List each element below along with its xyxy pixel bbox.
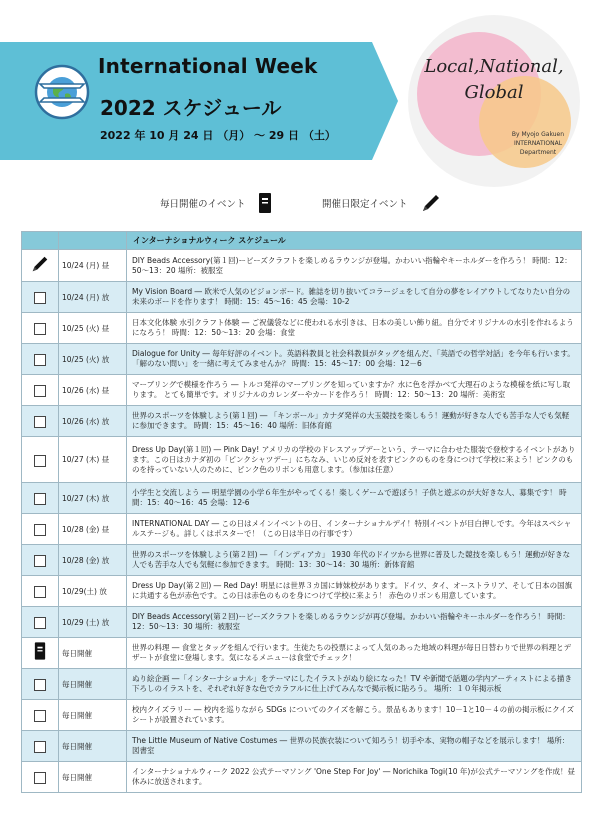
pencil-icon: [30, 254, 50, 274]
row-when: 10/29(土) 放: [59, 576, 127, 607]
badge-sub-line: Department: [519, 149, 557, 156]
row-mark-cell: [22, 545, 59, 576]
row-mark-cell: [22, 483, 59, 514]
row-checkbox[interactable]: [34, 455, 46, 467]
badge-line2: Global: [464, 82, 524, 103]
header-cell-empty: [59, 232, 127, 250]
table-row: [22, 576, 582, 607]
row-description: 世界のスポーツを体験しよう(第１回) ― 「キンボール」カナダ発祥の大玉競技を楽しもう！運動が好きな人でも苦手な人でも気軽に参加できます。 時間：15：45～16：40 場所：旧体育館: [127, 406, 582, 437]
row-when: 10/28 (金) 放: [59, 545, 127, 576]
row-mark-cell: [22, 576, 59, 607]
row-mark-cell: [22, 607, 59, 638]
row-checkbox[interactable]: [34, 385, 46, 397]
row-description: 小学生と交流しよう ― 明星学園の小学６年生がやってくる！楽しくゲームで遊ぼう！子供と遊ぶのが大好きな人、募集です！ 時間：15：40～16：45 会場：12-6: [127, 483, 582, 514]
legend-day-only-label: 開催日限定イベント: [322, 199, 408, 210]
legend-day-only: [322, 190, 442, 216]
schedule-body: [22, 250, 582, 793]
row-description: 世界の料理 ― 食堂とタッグを組んで行います。生徒たちの投票によって人気のあった地域の料理が毎日日替わりで世界の料理とデザートが食堂に登場します。気になるメニューは食堂でチェック！: [127, 638, 582, 669]
table-row: [22, 638, 582, 669]
row-mark-cell: [22, 638, 59, 669]
badge-sub-line: By Myojo Gakuen: [511, 131, 565, 138]
schedule-table: [21, 231, 582, 793]
row-description: DIY Beads Accessory(第２回)ービーズクラフトを楽しめるラウンジが再び登場。かわいい指輪やキーホルダーを作ろう！ 時間：12：50～13：30 場所：被服室: [127, 607, 582, 638]
badge-line1: Local,National,: [424, 56, 564, 77]
row-mark-cell: [22, 406, 59, 437]
table-header-row: [22, 232, 582, 250]
row-description: マーブリングで模様を作ろう ― トルコ発祥のマーブリングを知っていますか？水に色を浮かべて大理石のような模様を紙に写し取ります。 とても簡単です。オリジナルのカレンダーやカードを作ろう！ 時間：12：50～13：20 場所：美術室: [127, 375, 582, 406]
row-description: INTERNATIONAL DAY ― この日はメインイベントの日、インターナショナルデイ！特別イベントが目白押しです。今年はスペシャルステージも。詳しくはポスターで！（この日は半日の行事です）: [127, 514, 582, 545]
legend-daily-label: 毎日開催のイベント: [160, 199, 246, 210]
row-when: 10/27 (木) 昼: [59, 437, 127, 483]
row-when: 10/25 (火) 放: [59, 344, 127, 375]
row-description: インターナショナルウィーク 2022 公式テーマソング 'One Step For Joy' ― Norichika Togi(10 年)が公式テーマソングを作成！昼休みに放送されます。: [127, 762, 582, 793]
table-row: [22, 731, 582, 762]
row-checkbox[interactable]: [34, 555, 46, 567]
table-row: [22, 700, 582, 731]
badge-subtext: [498, 130, 578, 157]
title-line2: 2022 スケジュール: [100, 96, 282, 120]
row-when: 10/26 (水) 昼: [59, 375, 127, 406]
row-checkbox[interactable]: [34, 679, 46, 691]
row-description: 校内クイズラリー ― 校内を巡りながら SDGs についてのクイズを解こう。景品もあります！10－1と10－４の前の掲示板にクイズシートが設置されています。: [127, 700, 582, 731]
row-mark-cell: [22, 762, 59, 793]
table-row: [22, 514, 582, 545]
pencil-icon: [420, 192, 442, 214]
row-checkbox[interactable]: [34, 354, 46, 366]
legend-daily: [160, 190, 272, 216]
row-when: 毎日開催: [59, 638, 127, 669]
badge-sub-line: INTERNATIONAL: [513, 140, 563, 147]
table-row: [22, 313, 582, 344]
row-mark-cell: [22, 669, 59, 700]
row-when: 毎日開催: [59, 731, 127, 762]
row-description: Dress Up Day(第１回) ― Pink Day! アメリカの学校のドレスアップデーという、テーマに合わせた服装で登校するイベントがあります。この日はカナダ初の「ピンクシャツデー」にちなみ、いじめ反対を表すピンクのものを身につけて学校に来よう！ピンクのものを持っていない人のために、ピンク色のリボンも用意します。（参加は任意）: [127, 437, 582, 483]
table-row: [22, 762, 582, 793]
row-mark-cell: [22, 313, 59, 344]
row-when: 毎日開催: [59, 669, 127, 700]
row-checkbox[interactable]: [34, 416, 46, 428]
row-checkbox[interactable]: [34, 524, 46, 536]
book-icon: [258, 193, 272, 213]
row-description: ぬり絵企画 ―「インターナショナル」をテーマにしたイラストがぬり絵になった！TV や新聞で話題の学内アーティストによる描き下ろしのイラストを、それぞれ好きな色でカラフルに仕上げてみんなで掲示板に貼ろう。 場所：１０年掲示板: [127, 669, 582, 700]
row-description: The Little Museum of Native Costumes ― 世界の民族衣装について知ろう！切手や本、実物の帽子などを展示します！ 場所：図書室: [127, 731, 582, 762]
row-mark-cell: [22, 282, 59, 313]
row-description: 世界のスポーツを体験しよう(第２回) ― 「インディアカ」 1930 年代のドイツから世界に普及した競技を楽しもう！運動が好きな人でも苦手な人でも気軽に参加できます。 時間：13：30～14：30 場所：新体育館: [127, 545, 582, 576]
table-row: [22, 483, 582, 514]
row-mark-cell: [22, 250, 59, 282]
row-when: 10/24 (月) 放: [59, 282, 127, 313]
row-description: 日本文化体験 水引クラフト体験 ― ご祝儀袋などに使われる水引きは、日本の美しい飾り紐。自分でオリジナルの水引を作れるようになろう！ 時間：12：50～13：20 会場：食堂: [127, 313, 582, 344]
row-mark-cell: [22, 344, 59, 375]
row-checkbox[interactable]: [34, 586, 46, 598]
row-mark-cell: [22, 437, 59, 483]
row-when: 毎日開催: [59, 700, 127, 731]
row-when: 10/26 (水) 放: [59, 406, 127, 437]
row-description: Dress Up Day(第２回) ― Red Day! 明星には世界３カ国に姉妹校があります。ドイツ、タイ、オーストラリア、そして日本の国旗に共通する色が赤色です。この日は赤色のものを身につけて学校に来よう！ 赤色のリボンも用意しています。: [127, 576, 582, 607]
row-checkbox[interactable]: [34, 617, 46, 629]
row-mark-cell: [22, 700, 59, 731]
book-icon: [34, 642, 46, 660]
date-range: 2022 年 10 月 24 日 （月） ～ 29 日 （土）: [100, 129, 336, 142]
table-row: [22, 437, 582, 483]
row-description: DIY Beads Accessory(第１回)ービーズクラフトを楽しめるラウンジが登場。かわいい指輪やキーホルダーを作ろう！ 時間：12：50～13：20 場所：被服室: [127, 250, 582, 282]
title-line1: International Week: [98, 54, 318, 78]
row-checkbox[interactable]: [34, 741, 46, 753]
table-row: [22, 375, 582, 406]
row-mark-cell: [22, 731, 59, 762]
table-row: [22, 545, 582, 576]
table-row: [22, 344, 582, 375]
row-when: 10/27 (木) 放: [59, 483, 127, 514]
row-checkbox[interactable]: [34, 292, 46, 304]
row-mark-cell: [22, 375, 59, 406]
globe-logo-icon: [34, 64, 90, 120]
table-row: [22, 607, 582, 638]
row-when: 10/28 (金) 昼: [59, 514, 127, 545]
row-mark-cell: [22, 514, 59, 545]
table-row: [22, 406, 582, 437]
header-cell-empty: [22, 232, 59, 250]
row-checkbox[interactable]: [34, 710, 46, 722]
table-header-title: インターナショナルウィーク スケジュール: [127, 232, 582, 250]
table-row: [22, 282, 582, 313]
row-when: 10/24 (月) 昼: [59, 250, 127, 282]
row-checkbox[interactable]: [34, 493, 46, 505]
row-when: 10/29 (土) 放: [59, 607, 127, 638]
row-when: 10/25 (火) 昼: [59, 313, 127, 344]
table-row: [22, 669, 582, 700]
row-checkbox[interactable]: [34, 323, 46, 335]
row-checkbox[interactable]: [34, 772, 46, 784]
row-description: Dialogue for Unity ― 毎年好評のイベント。英語科教員と社会科教員がタッグを組んだ、「英語での哲学対話」を今年も行います。「解のない問い」を一緒に考えてみませんか？ 時間：15：45～17：00 会場：12－6: [127, 344, 582, 375]
row-when: 毎日開催: [59, 762, 127, 793]
row-description: My Vision Board ― 欧米で人気のビジョンボード。雑誌を切り抜いてコラージュをして自分の夢をレイアウトしてなりたい自分の未来のボードを作ります！ 時間：15：45～16：45 会場：10-2: [127, 282, 582, 313]
table-row: [22, 250, 582, 282]
